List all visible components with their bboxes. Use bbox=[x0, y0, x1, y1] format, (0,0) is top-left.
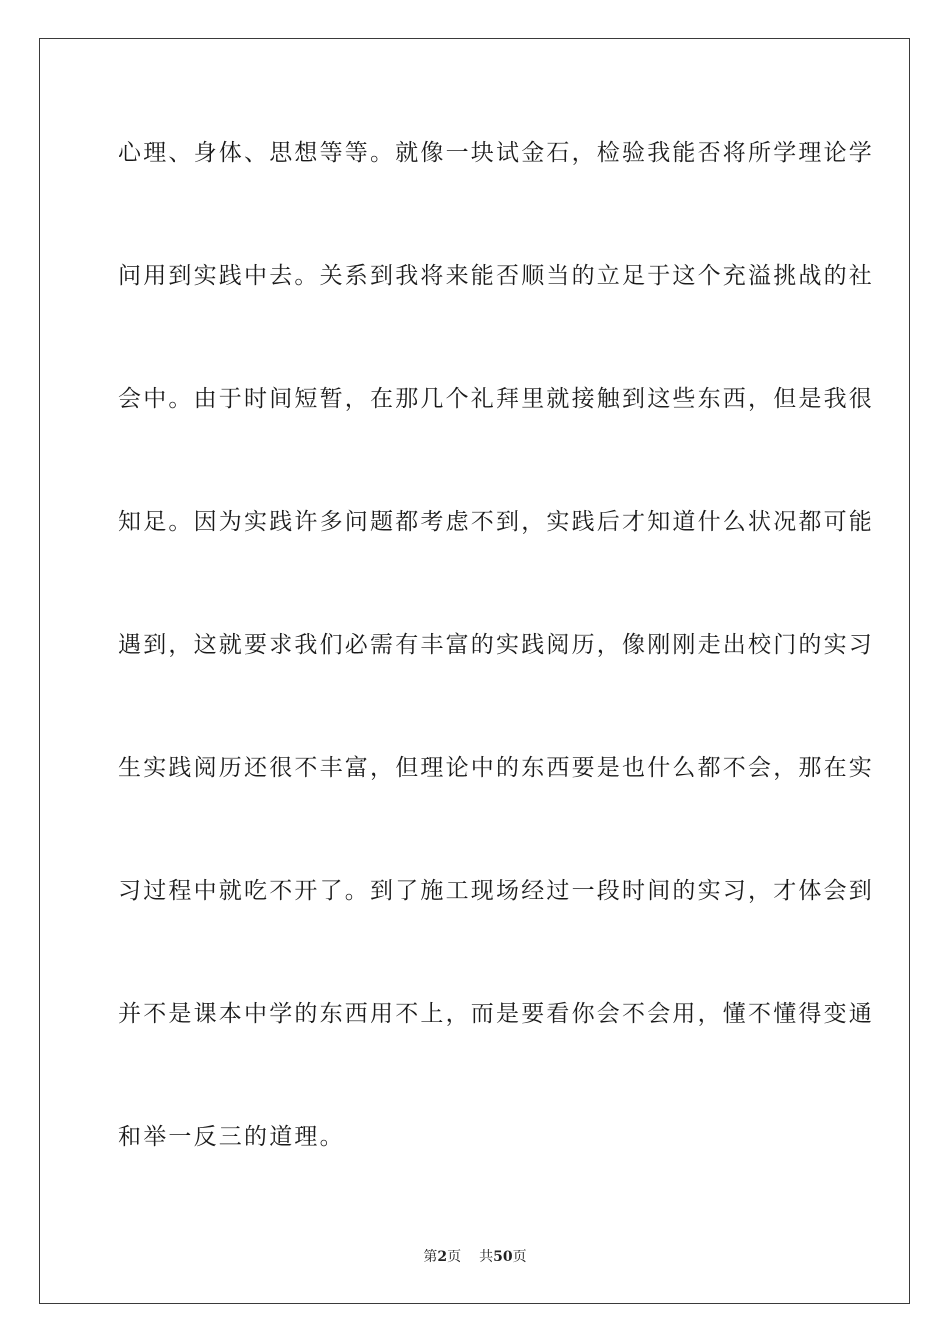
total-suffix: 页 bbox=[512, 1249, 527, 1265]
paragraph-line: 生实践阅历还很不丰富，但理论中的东西要是也什么都不会，那在实 bbox=[118, 755, 874, 781]
paragraph-line: 和举一反三的道理。 bbox=[118, 1124, 345, 1150]
paragraph-line: 心理、身体、思想等等。就像一块试金石，检验我能否将所学理论学 bbox=[118, 140, 874, 166]
page-suffix: 页 bbox=[447, 1249, 462, 1265]
total-pages: 50 bbox=[493, 1249, 513, 1265]
paragraph-line: 知足。因为实践许多问题都考虑不到，实践后才知道什么状况都可能 bbox=[118, 509, 874, 535]
paragraph-line: 并不是课本中学的东西用不上，而是要看你会不会用，懂不懂得变通 bbox=[118, 1001, 874, 1027]
paragraph-line: 习过程中就吃不开了。到了施工现场经过一段时间的实习，才体会到 bbox=[118, 878, 874, 904]
page-prefix: 第 bbox=[423, 1249, 438, 1265]
total-prefix: 共 bbox=[479, 1249, 494, 1265]
paragraph-line: 会中。由于时间短暂，在那几个礼拜里就接触到这些东西，但是我很 bbox=[118, 386, 874, 412]
page-number: 2 bbox=[437, 1249, 448, 1265]
paragraph-line: 遇到，这就要求我们必需有丰富的实践阅历，像刚刚走出校门的实习 bbox=[118, 632, 874, 658]
paragraph-line: 问用到实践中去。关系到我将来能否顺当的立足于这个充溢挑战的社 bbox=[118, 263, 874, 289]
page-footer bbox=[0, 1246, 950, 1266]
